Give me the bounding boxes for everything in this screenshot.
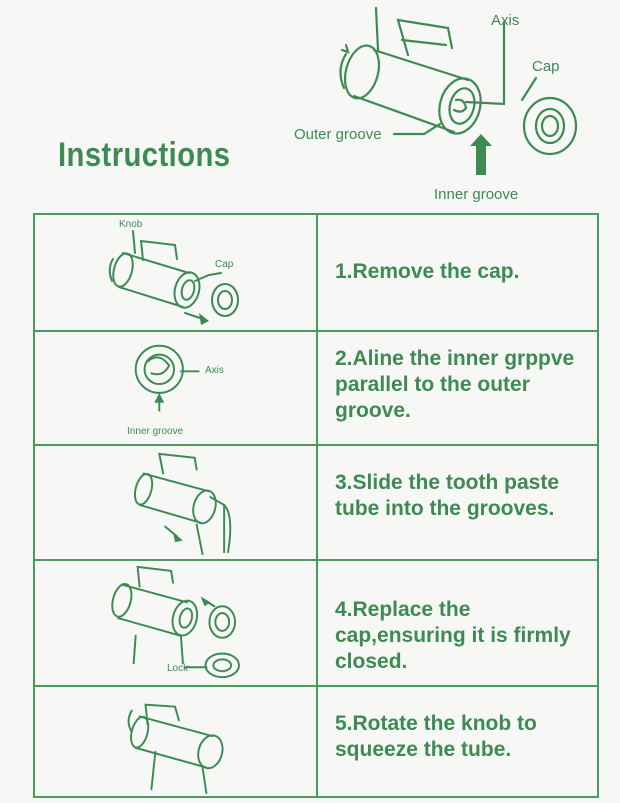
slide-arrow-icon <box>173 532 183 542</box>
step-1-illustration <box>35 215 316 330</box>
step-row-5 <box>35 685 597 796</box>
inner-groove-arrow <box>470 134 492 175</box>
step-3-text: 3.Slide the tooth paste tube into the grooves. <box>335 471 560 520</box>
cap-label: Cap <box>532 58 560 75</box>
step-row-3 <box>35 444 597 559</box>
replace-arrow-icon <box>201 596 211 606</box>
step-3-illustration <box>35 446 316 559</box>
step-row-2 <box>35 330 597 444</box>
instructions-table <box>33 213 599 798</box>
dispenser-diagram <box>290 0 620 210</box>
step-row-1 <box>35 215 597 330</box>
knob-label: Knob <box>119 219 143 230</box>
step-5-text: 5.Rotate the knob to squeeze the tube. <box>335 712 537 761</box>
cap-label-step1: Cap <box>215 259 234 270</box>
step-1-text: 1.Remove the cap. <box>335 260 520 283</box>
inner-groove-arrow-small <box>154 393 164 403</box>
step-row-4 <box>35 559 597 685</box>
inner-groove-label: Inner groove <box>434 186 519 203</box>
axis-label: Axis <box>491 12 520 29</box>
step-2-text: 2.Aline the inner grppve parallel to the outer groove. <box>335 347 575 422</box>
instructions-title: Instructions <box>58 136 231 174</box>
lock-label: Lock <box>167 663 189 674</box>
axis-label-step2: Axis <box>205 365 224 376</box>
inner-groove-label-step2: Inner groove <box>127 426 184 437</box>
step-5-illustration <box>35 687 316 796</box>
outer-groove-label: Outer groove <box>294 126 382 143</box>
remove-arrow-icon <box>199 313 209 325</box>
step-4-text: 4.Replace the cap,ensuring it is firmly closed. <box>335 598 571 673</box>
